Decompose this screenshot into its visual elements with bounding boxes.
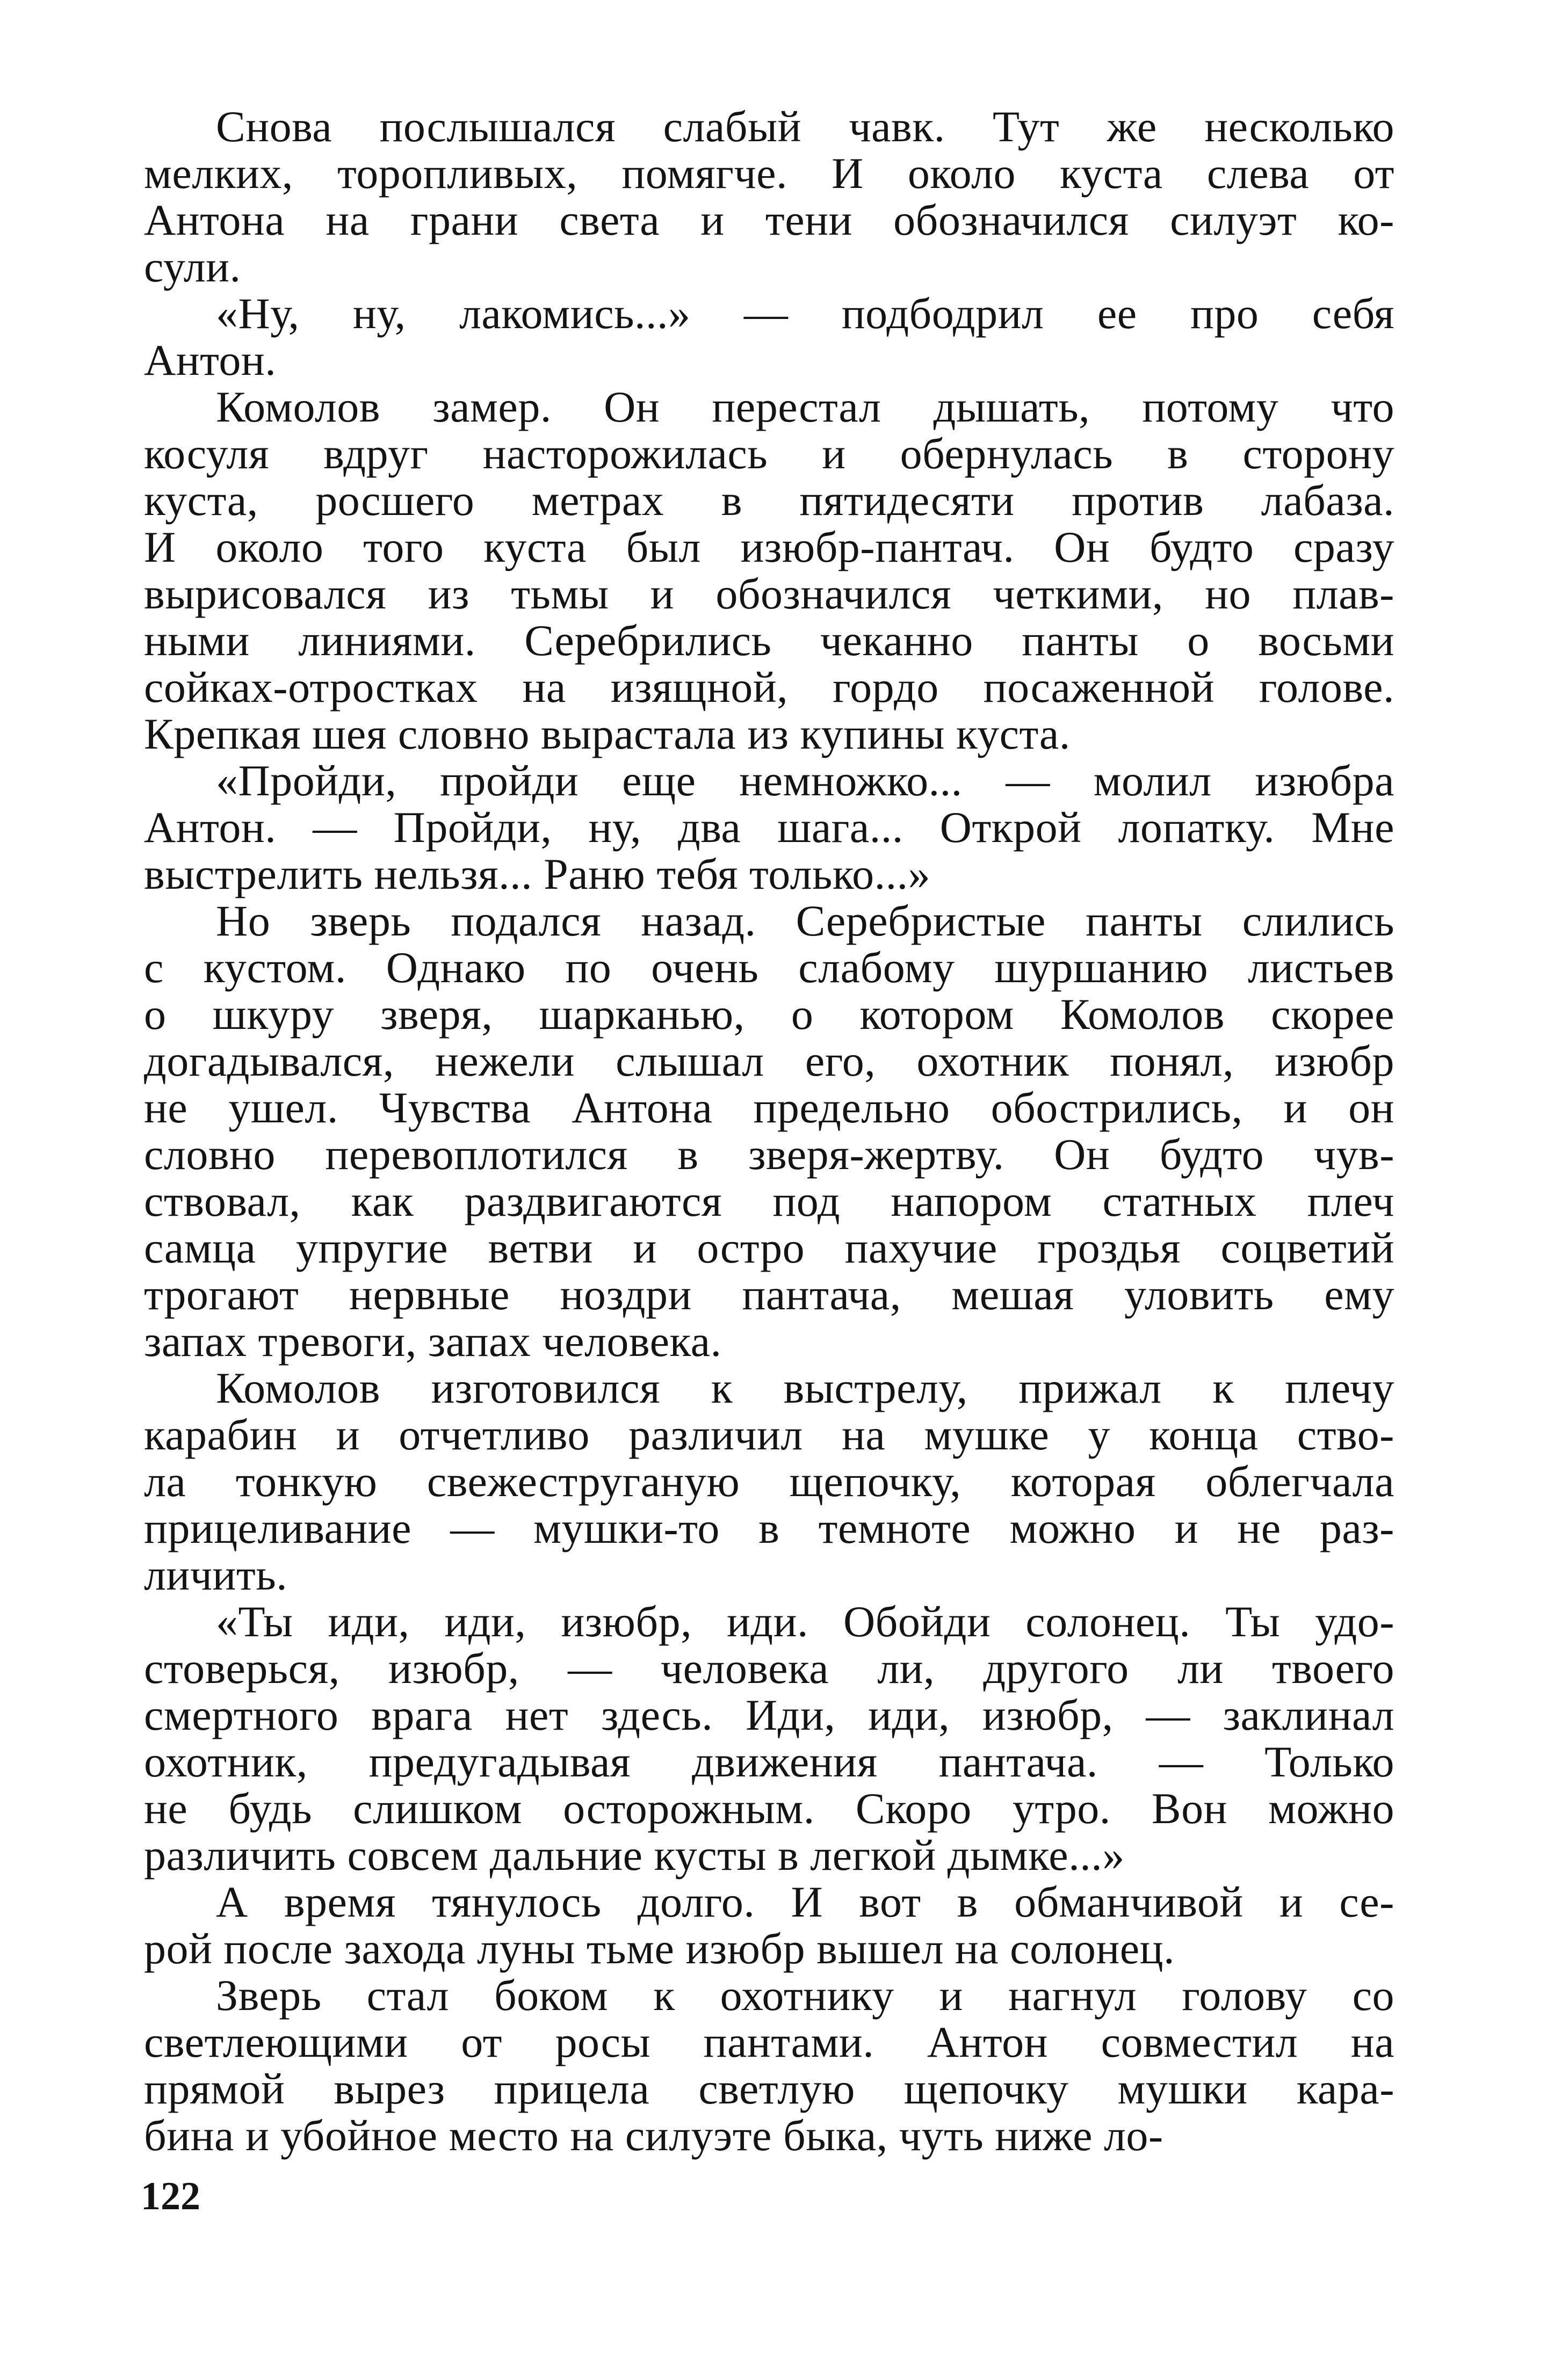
text-line: различить совсем дальние кусты в легкой дымке...» xyxy=(144,1831,1125,1880)
text-line: стоверься, изюбр, — человека ли, другого ли твоего xyxy=(144,1644,1394,1693)
text-line: «Ну, ну, лакомись...» — подбодрил ее про себя xyxy=(216,289,1394,338)
text-line: сойках-отростках на изящной, гордо посаженной голове. xyxy=(144,663,1394,712)
text-line: светлеющими от росы пантами. Антон совместил на xyxy=(144,2018,1394,2066)
page-text xyxy=(144,103,1394,2159)
text-line: рой после захода луны тьме изюбр вышел на солонец. xyxy=(144,1924,1175,1973)
paragraph xyxy=(144,1972,1394,2159)
text-line: вырисовался из тьмы и обозначился четкими, но плав- xyxy=(144,569,1394,618)
text-line: «Пройди, пройди еще немножко... — молил изюбра xyxy=(216,756,1394,805)
text-line: личить. xyxy=(144,1550,288,1599)
text-line: ствовал, как раздвигаются под напором статных плеч xyxy=(144,1177,1394,1225)
text-line: сули. xyxy=(144,242,241,291)
text-line: мелких, торопливых, помягче. И около куста слева от xyxy=(144,149,1394,198)
text-line: косуля вдруг насторожилась и обернулась в сторону xyxy=(144,429,1394,478)
text-line: запах тревоги, запах человека. xyxy=(144,1317,722,1366)
text-line: не будь слишком осторожным. Скоро утро. Вон можно xyxy=(144,1784,1394,1833)
text-line: Зверь стал боком к охотнику и нагнул голову со xyxy=(216,1971,1394,2020)
text-line: карабин и отчетливо различил на мушке у конца ство- xyxy=(144,1410,1394,1459)
text-line: смертного врага нет здесь. Иди, иди, изюбр, — заклинал xyxy=(144,1690,1394,1739)
text-line: Антон. — Пройди, ну, два шага... Открой лопатку. Мне xyxy=(144,803,1394,852)
text-line: прямой вырез прицела светлую щепочку мушки кара- xyxy=(144,2064,1394,2113)
text-line: «Ты иди, иди, изюбр, иди. Обойди солонец. Ты удо- xyxy=(216,1597,1394,1646)
text-line: Но зверь подался назад. Серебристые панты слились xyxy=(216,896,1394,945)
text-line: И около того куста был изюбр-пантач. Он будто сразу xyxy=(144,523,1394,571)
paragraph xyxy=(144,1365,1394,1598)
text-line: Снова послышался слабый чавк. Тут же несколько xyxy=(216,102,1394,151)
text-line: о шкуру зверя, шарканью, о котором Комолов скорее xyxy=(144,990,1394,1039)
paragraph xyxy=(144,103,1394,290)
text-line: бина и убойное место на силуэте быка, чуть ниже ло- xyxy=(144,2111,1163,2160)
text-line: Антона на грани света и тени обозначился силуэт ко- xyxy=(144,195,1394,244)
page-number: 122 xyxy=(141,2174,200,2218)
text-line: куста, росшего метрах в пятидесяти против лабаза. xyxy=(144,476,1394,525)
text-line: Антон. xyxy=(144,336,277,384)
paragraph xyxy=(144,290,1394,383)
text-line: не ушел. Чувства Антона предельно обострились, и он xyxy=(144,1083,1394,1132)
text-line: словно перевоплотился в зверя-жертву. Он будто чув- xyxy=(144,1130,1394,1179)
text-line: охотник, предугадывая движения пантача. — Только xyxy=(144,1737,1394,1786)
paragraph xyxy=(144,897,1394,1365)
text-line: прицеливание — мушки-то в темноте можно и не раз- xyxy=(144,1504,1394,1552)
paragraph xyxy=(144,1598,1394,1878)
paragraph xyxy=(144,757,1394,897)
text-line: с кустом. Однако по очень слабому шуршанию листьев xyxy=(144,943,1394,992)
paragraph xyxy=(144,383,1394,757)
text-line: самца упругие ветви и остро пахучие гроздья соцветий xyxy=(144,1223,1394,1272)
text-line: Комолов изготовился к выстрелу, прижал к плечу xyxy=(216,1363,1394,1412)
text-line: выстрелить нельзя... Раню тебя только...» xyxy=(144,850,931,898)
text-line: ла тонкую свежеструганую щепочку, которая облегчала xyxy=(144,1457,1394,1506)
text-line: догадывался, нежели слышал его, охотник понял, изюбр xyxy=(144,1036,1394,1085)
text-line: А время тянулось долго. И вот в обманчивой и се- xyxy=(216,1877,1394,1926)
text-line: трогают нервные ноздри пантача, мешая уловить ему xyxy=(144,1270,1394,1319)
text-line: ными линиями. Серебрились чеканно панты о восьми xyxy=(144,616,1394,665)
text-line: Крепкая шея словно вырастала из купины куста. xyxy=(144,709,1071,758)
text-line: Комолов замер. Он перестал дышать, потому что xyxy=(216,382,1394,431)
paragraph xyxy=(144,1878,1394,1972)
